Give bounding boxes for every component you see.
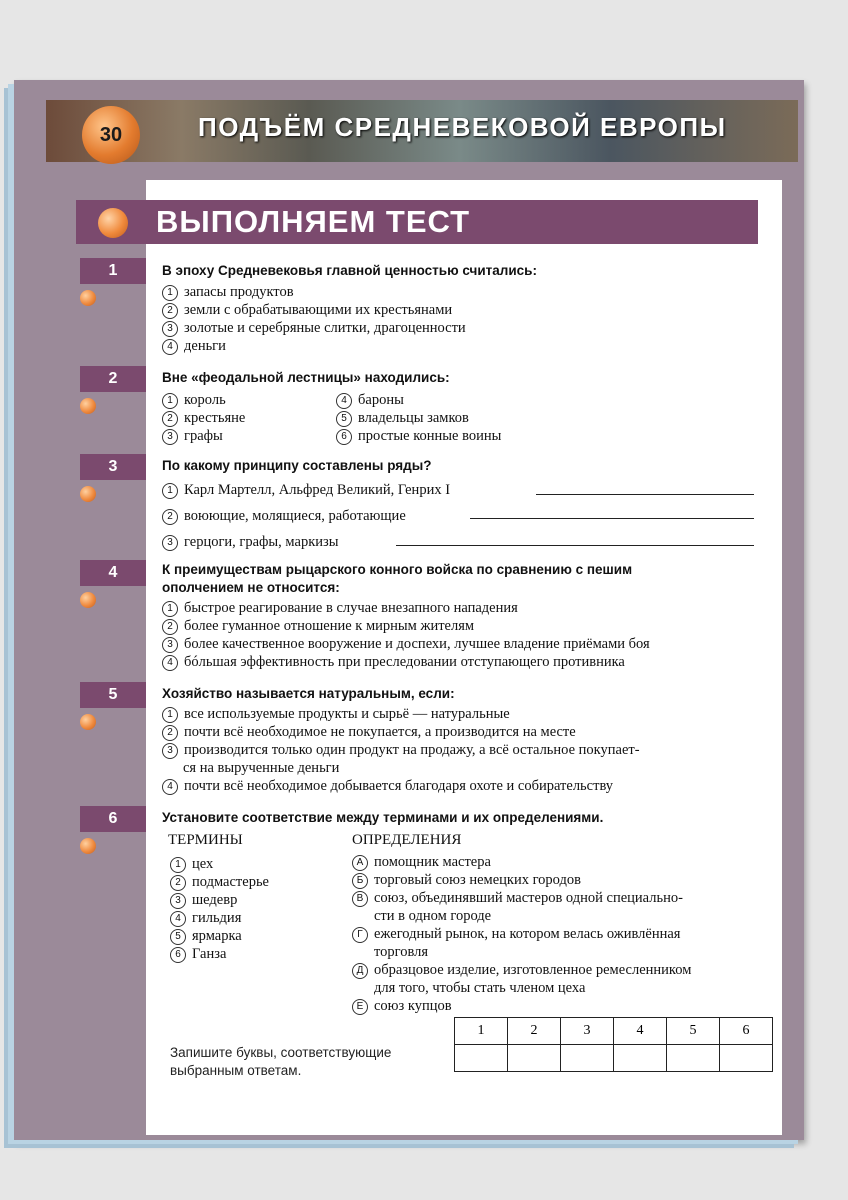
answer-column-6: 6 [720, 1018, 773, 1045]
answer-instruction-line-2: выбранным ответам. [170, 1063, 302, 1078]
orange-ball-icon [80, 592, 96, 608]
q2-option-3[interactable]: 3 графы [162, 428, 223, 445]
question-4-text-line-2: ополчением не относится: [162, 580, 340, 595]
definition-d-continued: для того, чтобы стать членом цеха [374, 980, 586, 996]
q1-option-4[interactable]: 4 деньги [162, 338, 226, 355]
answer-cell-4[interactable] [614, 1045, 667, 1072]
question-number-4: 4 [80, 560, 146, 586]
definition-v: В союз, объединявший мастеров одной специально- [352, 890, 683, 907]
chapter-title: ПОДЪЁМ СРЕДНЕВЕКОВОЙ ЕВРОПЫ [198, 112, 727, 142]
question-number-5: 5 [80, 682, 146, 708]
q1-option-2[interactable]: 2 земли с обрабатывающими их крестьянами [162, 302, 452, 319]
term-2: 2 подмастерье [170, 874, 269, 891]
q3-row-3: 3 герцоги, графы, маркизы [162, 534, 338, 551]
question-3-text: По какому принципу составлены ряды? [162, 458, 432, 473]
answer-cell-6[interactable] [720, 1045, 773, 1072]
answer-column-2: 2 [508, 1018, 561, 1045]
q2-option-5[interactable]: 5 владельцы замков [336, 410, 469, 427]
q5-option-1[interactable]: 1 все используемые продукты и сырьё — натуральные [162, 706, 510, 723]
page-number-badge: 30 [82, 106, 140, 164]
q3-row-2: 2 воюющие, молящиеся, работающие [162, 508, 406, 525]
answer-cell-2[interactable] [508, 1045, 561, 1072]
q4-option-3[interactable]: 3 более качественное вооружение и доспехи, лучшее владение приёмами боя [162, 636, 650, 653]
answer-column-4: 4 [614, 1018, 667, 1045]
term-3: 3 шедевр [170, 892, 237, 909]
question-6-text: Установите соответствие между терминами и их определениями. [162, 810, 604, 825]
question-4-text-line-1: К преимуществам рыцарского конного войска по сравнению с пешим [162, 562, 633, 577]
definitions-header: ОПРЕДЕЛЕНИЯ [352, 832, 462, 848]
orange-ball-icon [80, 838, 96, 854]
answer-column-1: 1 [455, 1018, 508, 1045]
orange-ball-icon [80, 486, 96, 502]
question-number-3: 3 [80, 454, 146, 480]
definition-e: Е союз купцов [352, 998, 452, 1015]
q5-option-3-continued: ся на вырученные деньги [183, 760, 340, 776]
answer-instruction [170, 1044, 440, 1080]
q3-answer-line-1[interactable] [536, 494, 754, 495]
q5-option-2[interactable]: 2 почти всё необходимое не покупается, а производится на месте [162, 724, 576, 741]
q4-option-1[interactable]: 1 быстрое реагирование в случае внезапного нападения [162, 600, 518, 617]
answer-table [454, 1017, 773, 1072]
answer-cell-5[interactable] [667, 1045, 720, 1072]
q1-option-1[interactable]: 1 запасы продуктов [162, 284, 294, 301]
question-number-6: 6 [80, 806, 146, 832]
answer-table-input-row [455, 1045, 773, 1072]
definition-g: Г ежегодный рынок, на котором велась оживлённая [352, 926, 680, 943]
answer-instruction-line-1: Запишите буквы, соответствующие [170, 1045, 392, 1060]
q3-answer-line-2[interactable] [470, 518, 754, 519]
answer-column-3: 3 [561, 1018, 614, 1045]
terms-header: ТЕРМИНЫ [168, 832, 243, 848]
q4-option-2[interactable]: 2 более гуманное отношение к мирным жителям [162, 618, 474, 635]
term-4: 4 гильдия [170, 910, 241, 927]
section-title: ВЫПОЛНЯЕМ ТЕСТ [156, 204, 471, 239]
term-1: 1 цех [170, 856, 213, 873]
definition-v-continued: сти в одном городе [374, 908, 492, 924]
answer-column-5: 5 [667, 1018, 720, 1045]
question-number-1: 1 [80, 258, 146, 284]
q2-option-6[interactable]: 6 простые конные воины [336, 428, 501, 445]
question-1-text: В эпоху Средневековья главной ценностью считались: [162, 263, 537, 278]
question-number-2: 2 [80, 366, 146, 392]
q3-row-1: 1 Карл Мартелл, Альфред Великий, Генрих I [162, 482, 450, 499]
answer-cell-3[interactable] [561, 1045, 614, 1072]
definition-d: Д образцовое изделие, изготовленное ремесленником [352, 962, 691, 979]
orange-ball-icon [80, 398, 96, 414]
q1-option-3[interactable]: 3 золотые и серебряные слитки, драгоценности [162, 320, 466, 337]
q2-option-1[interactable]: 1 король [162, 392, 226, 409]
q5-option-3[interactable]: 3 производится только один продукт на продажу, а всё остальное покупает- [162, 742, 640, 759]
question-5-text: Хозяйство называется натуральным, если: [162, 686, 455, 701]
definition-b: Б торговый союз немецких городов [352, 872, 581, 889]
term-6: 6 Ганза [170, 946, 226, 963]
q4-option-4[interactable]: 4 бóльшая эффективность при преследовании отступающего противника [162, 654, 625, 671]
q2-option-4[interactable]: 4 бароны [336, 392, 404, 409]
orange-ball-icon [80, 714, 96, 730]
answer-cell-1[interactable] [455, 1045, 508, 1072]
q2-option-2[interactable]: 2 крестьяне [162, 410, 245, 427]
term-5: 5 ярмарка [170, 928, 242, 945]
q3-answer-line-3[interactable] [396, 545, 754, 546]
q5-option-4[interactable]: 4 почти всё необходимое добывается благодаря охоте и собирательству [162, 778, 613, 795]
orange-ball-icon [98, 208, 128, 238]
orange-ball-icon [80, 290, 96, 306]
definition-g-continued: торговля [374, 944, 429, 960]
question-2-text: Вне «феодальной лестницы» находились: [162, 370, 450, 385]
definition-a: А помощник мастера [352, 854, 491, 871]
answer-table-header-row [455, 1018, 773, 1045]
